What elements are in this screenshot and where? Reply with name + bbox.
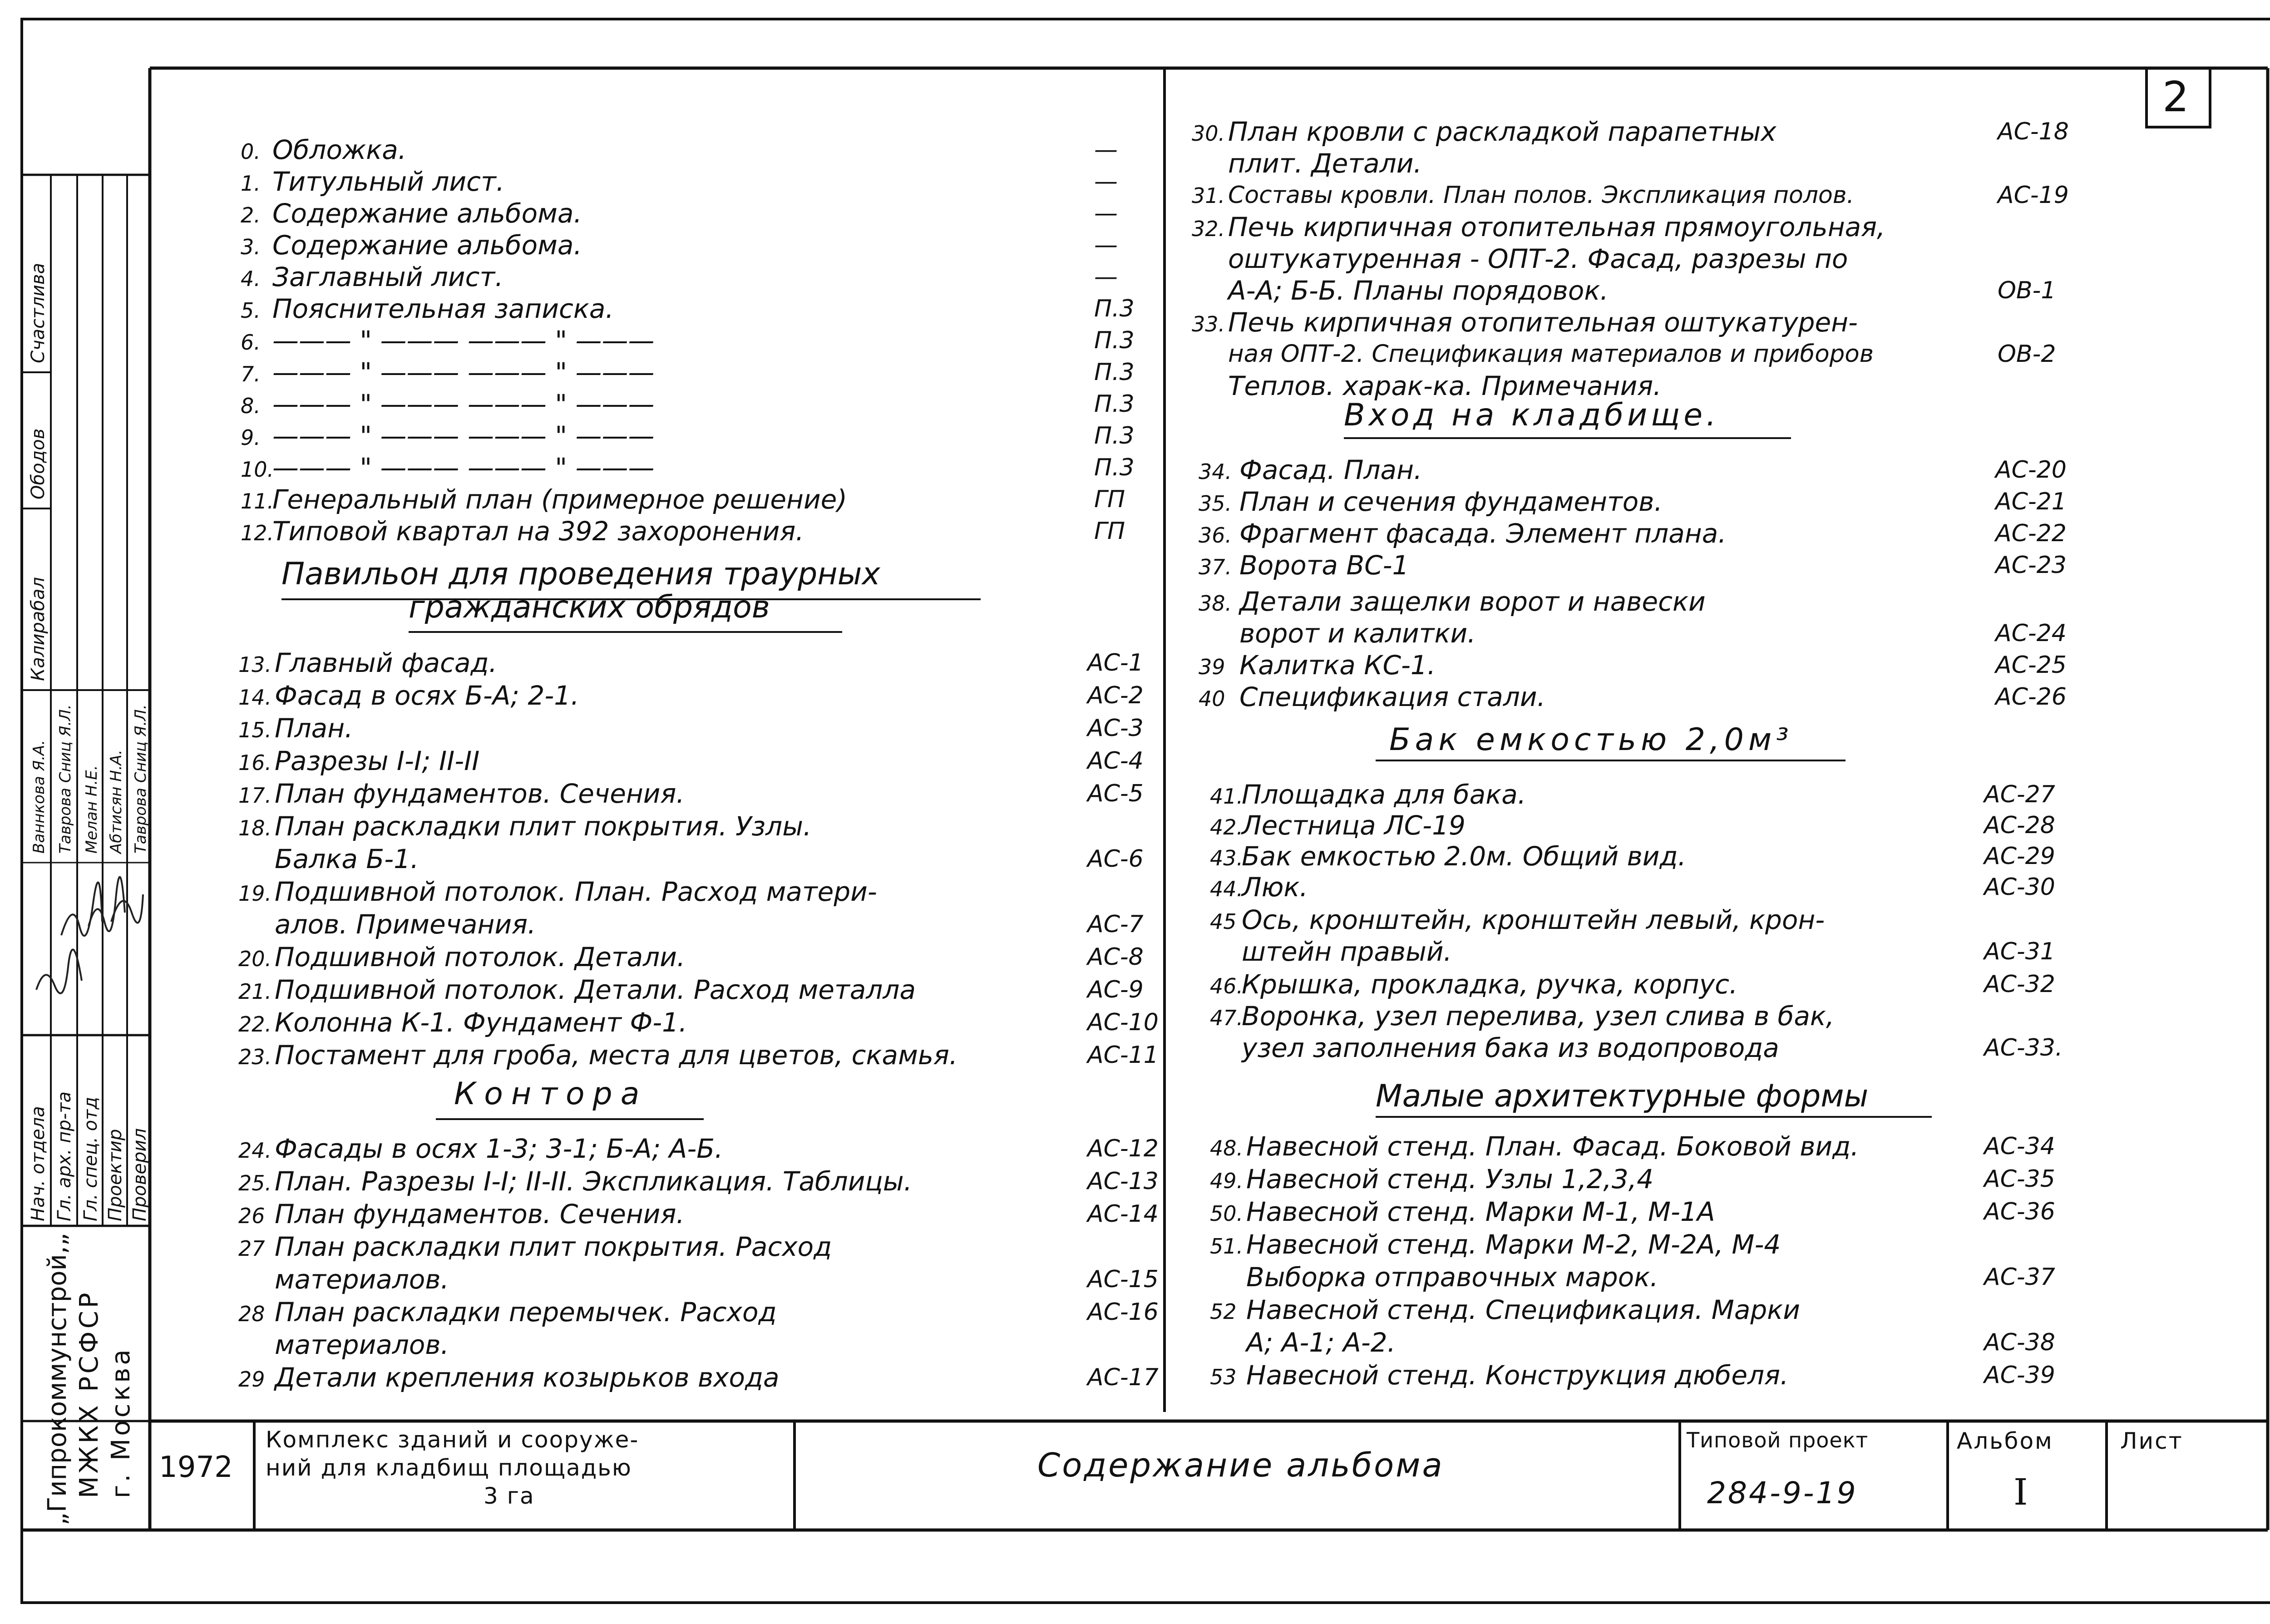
list-item: 27 План раскладки плит покрытия. Расход	[238, 1231, 832, 1262]
stamp-role: Проверил	[129, 1128, 150, 1221]
stamp-name: Таврова Сниц Я.Л.	[132, 704, 150, 854]
album-value: I	[2013, 1471, 2028, 1513]
stamp-name: Таврова Сниц Я.Л.	[56, 704, 74, 854]
section-heading-pavilion: Павильон для проведения траурных	[281, 556, 880, 592]
type-project-value: 284-9-19	[1707, 1476, 1858, 1510]
list-item: Выборка отправочных марок.	[1246, 1262, 1658, 1293]
list-item: 0. Обложка.	[241, 134, 407, 165]
project-description-line: 3 га	[484, 1483, 535, 1509]
stamp-extra: Счастлива	[28, 262, 49, 363]
list-item: 23. Постамент для гроба, места для цветов, скамья.	[238, 1040, 958, 1071]
list-item: 19. Подшивной потолок. План. Расход матери-	[238, 876, 877, 907]
year: 1972	[159, 1451, 233, 1484]
type-project-label: Типовой проект	[1687, 1428, 1869, 1452]
list-item: 33. Печь кирпичная отопительная оштукатурен-	[1192, 307, 1858, 338]
list-item: 44.Люк.	[1210, 872, 1308, 903]
list-item: 51. Навесной стенд. Марки М-2, М-2А, М-4	[1210, 1229, 1781, 1260]
list-item: 11.Генеральный план (примерное решение)	[241, 484, 847, 515]
list-item: 43.Бак емкостью 2.0м. Общий вид.	[1210, 841, 1687, 872]
list-item: 37. Ворота ВС-1	[1199, 550, 1409, 581]
list-item: Теплов. харак-ка. Примечания.	[1228, 370, 1662, 401]
list-item: 34. Фасад. План.	[1199, 454, 1422, 485]
list-item: Балка Б-1.	[275, 844, 419, 874]
list-item: 50. Навесной стенд. Марки М-1, М-1А	[1210, 1196, 1715, 1227]
list-item: 8. ——— " ——— ——— " ———	[241, 389, 655, 420]
stamp-role: Гл. арх. пр-та	[54, 1091, 75, 1221]
sheet-title: Содержание альбома	[1037, 1446, 1444, 1484]
list-item: 15. План.	[238, 713, 353, 744]
stamp-name: Ваннкова Я.А.	[30, 740, 48, 854]
sheet-number: 2	[2162, 73, 2189, 121]
list-item: 42.Лестница ЛС-19	[1210, 810, 1466, 841]
org-line: „Гипрокоммунстрой,„	[43, 1233, 72, 1525]
list-item: 4. Заглавный лист.	[241, 262, 503, 292]
list-item: 26 План фундаментов. Сечения.	[238, 1199, 685, 1229]
list-item: 52 Навесной стенд. Спецификация. Марки	[1210, 1294, 1800, 1325]
list-item: А; А-1; А-2.	[1246, 1327, 1396, 1358]
list-item: 35. План и сечения фундаментов.	[1199, 486, 1663, 517]
sheet-label: Лист	[2120, 1428, 2183, 1454]
album-label: Альбом	[1957, 1428, 2053, 1454]
list-item: 24. Фасады в осях 1-3; 3-1; Б-А; А-Б.	[238, 1133, 723, 1164]
list-item: 20. Подшивной потолок. Детали.	[238, 942, 686, 972]
list-item: 18. План раскладки плит покрытия. Узлы.	[238, 811, 812, 842]
stamp-role: Проектир	[105, 1129, 126, 1221]
stamp-role: Гл. спец. отд	[80, 1096, 101, 1221]
list-item: 45 Ось, кронштейн, кронштейн левый, крон-	[1210, 904, 1825, 935]
list-item: 29 Детали крепления козырьков входа	[238, 1362, 780, 1393]
list-item: 40 Спецификация стали.	[1199, 681, 1546, 712]
list-item: 12.Типовой квартал на 392 захоронения.	[241, 516, 804, 547]
list-item: 17. План фундаментов. Сечения.	[238, 778, 685, 809]
list-item: 21. Подшивной потолок. Детали. Расход металла	[238, 974, 916, 1005]
list-item: 16. Разрезы I-I; II-II	[238, 745, 480, 776]
project-description	[266, 1426, 639, 1510]
list-item: 41.Площадка для бака.	[1210, 779, 1526, 810]
list-item: 49. Навесной стенд. Узлы 1,2,3,4	[1210, 1164, 1654, 1195]
list-item: 38. Детали защелки ворот и навески	[1199, 586, 1706, 617]
stamp-extra: Ободов	[28, 428, 49, 499]
list-item: 25. План. Разрезы I-I; II-II. Экспликация. Таблицы.	[238, 1166, 913, 1197]
section-heading-tank: Бак емкостью 2,0м³	[1389, 722, 1793, 758]
list-item: 22. Колонна К-1. Фундамент Ф-1.	[238, 1007, 687, 1038]
list-item: алов. Примечания.	[275, 909, 536, 940]
list-item: материалов.	[275, 1264, 449, 1295]
list-item: 47.Воронка, узел перелива, узел слива в бак,	[1210, 1001, 1835, 1032]
list-item: 9. ——— " ——— ——— " ———	[241, 420, 655, 451]
list-item: штейн правый.	[1242, 936, 1452, 967]
list-item: 46.Крышка, прокладка, ручка, корпус.	[1210, 969, 1738, 1000]
list-item: 5. Пояснительная записка.	[241, 293, 614, 324]
list-item: 28 План раскладки перемычек. Расход	[238, 1297, 777, 1328]
list-item: узел заполнения бака из водопровода	[1242, 1032, 1779, 1063]
stamp-role: Нач. отдела	[28, 1106, 49, 1221]
list-item: 31. Составы кровли. План полов. Экспликация полов.	[1192, 182, 1855, 209]
section-heading-kontora: Контора	[454, 1076, 648, 1112]
list-item: 14. Фасад в осях Б-А; 2-1.	[238, 680, 579, 711]
list-item: плит. Детали.	[1228, 148, 1422, 179]
stamp-extra: Калирабал	[28, 577, 49, 681]
list-item: ворот и калитки.	[1239, 618, 1476, 649]
list-item: материалов.	[275, 1329, 449, 1360]
list-item: 7. ——— " ——— ——— " ———	[241, 357, 655, 388]
list-item: 13. Главный фасад.	[238, 647, 498, 678]
list-item: 3. Содержание альбома.	[241, 230, 582, 261]
org-line: г. Москва	[106, 1347, 136, 1498]
list-item: 53 Навесной стенд. Конструкция дюбеля.	[1210, 1360, 1789, 1391]
list-item: 39 Калитка КС-1.	[1199, 650, 1436, 681]
list-item: А-А; Б-Б. Планы порядовок.	[1228, 275, 1609, 306]
section-heading-entrance: Вход на кладбище.	[1344, 397, 1720, 433]
list-item: 2. Содержание альбома.	[241, 198, 582, 229]
stamp-name: Абтисян Н.А.	[107, 750, 125, 854]
org-line: МЖКХ РСФСР	[74, 1290, 104, 1498]
project-description-line: ний для кладбищ площадью	[266, 1455, 632, 1481]
list-item: 10.——— " ——— ——— " ———	[241, 452, 655, 483]
stamp-name: Мелан Н.Е.	[83, 765, 101, 854]
list-item: 30. План кровли с раскладкой парапетных	[1192, 116, 1777, 147]
list-item: ная ОПТ-2. Спецификация материалов и приборов	[1228, 340, 1874, 368]
drawing-sheet: 2 0. Обложка. 1. Титульный лист. 2. Содержание альбома. 3. Содержание альбома. 4. Заглавный лист. 5. Пояснительная записка. 6. ——— " ——— ——— " ——— 7. ——— " ——— ——— " ——— 8. ——— " ——— ——— " ——— 9. ——— " ——— ——— " ——— 10.——— " ——— ——— " ——— 11.Генеральный план (примерное решение) 12.Типовой квартал на 392 захоронения. — — — — — П.3 П.3 П.3 П.3 П.3 П.3 ГП ГП Павильон для проведения траурных гражданских обрядов 13. Главный фасад. 14. Фасад в осях Б-А; 2-1. 15. План. 16. Разрезы I-I; II-II 17. План фундаментов. Сечения. 18. План раскладки плит покрытия. Узлы. Балка Б-1. 19. Подшивной потолок. План. Расход матери- алов. Примечания. 20. Подшивной потолок. Детали. 21. Подшивной потолок. Детали. Расход металла 22. Колонна К-1. Фундамент Ф-1. 23. Постамент для гроба, места для цветов, скамья. АС-1 АС-2 АС-3 АС-4 АС-5 АС-6 АС-7 АС-8 АС-9 АС-10 АС-11 Контора 24. Фасады в осях 1-3; 3-1; Б-А; А-Б. 25. План. Разрезы I-I; II-II. Экспликация. Таблицы. 26 План фундаментов. Сечения. 27 План раскладки плит покрытия. Расход материалов. 28 План раскладки перемычек. Расход материалов. 29 Детали крепления козырьков входа АС-12 АС-13 АС-14 АС-15 АС-16 АС-17 30. План кровли с раскладкой парапетных плит. Детали. 31. Составы кровли. План полов. Экспликация полов. 32. Печь кирпичная отопительная прямоугольная, оштукатуренная - ОПТ-2. Фасад, разрезы по А-А; Б-Б. Планы порядовок. 33. Печь кирпичная отопительная оштукатурен- ная ОПТ-2. Спецификация материалов и приборов Теплов. харак-ка. Примечания. АС-18 АС-19 ОВ-1 ОВ-2 Вход на кладбище. 34. Фасад. План. 35. План и сечения фундаментов. 36. Фрагмент фасада. Элемент плана. 37. Ворота ВС-1 38. Детали защелки ворот и навески ворот и калитки. 39 Калитка КС-1. 40 Спецификация стали. АС-20 АС-21 АС-22 АС-23 АС-24 АС-25 АС-26 Бак емкостью 2,0м³ 41.Площадка для бака. 42.Лестница ЛС-19 43.Бак емкостью 2.0м. Общий вид. 44.Люк. 45 Ось, кронштейн, кронштейн левый, крон- штейн правый. 46.Крышка, прокладка, ручка, корпус. 47.Воронка, узел перелива, узел слива в бак, узел заполнения бака из водопровода АС-27 АС-28 АС-29 АС-30 АС-31 АС-32 АС-33. Малые архитектурные формы 48. Навесной стенд. План. Фасад. Боковой вид. 49. Навесной стенд. Узлы 1,2,3,4 50. Навесной стенд. Марки М-1, М-1А 51. Навесной стенд. Марки М-2, М-2А, М-4 Выборка отправочных марок. 52 Навесной стенд. Спецификация. Марки А; А-1; А-2. 53 Навесной стенд. Конструкция дюбеля. АС-34 АС-35 АС-36 АС-37 АС-38 АС-39 Нач. отдела Гл. арх. пр-та Гл. спец. отд Проектир Проверил Ваннкова Я.А. Таврова Сниц Я.Л. Мелан Н.Е. Абтисян Н.А. Таврова Сниц Я.Л. Калирабал Ободов Счастлива „Гипрокоммунстрой,„ МЖКХ РСФСР г. Москва 1972 Комплекс зданий и сооруже- ний для кладбищ площадью 3 га Содержание альбома Типовой проект 284-9-19 Альбом I Лист	[0, 0, 2270, 1624]
section-heading-pavilion-2: гражданских обрядов	[409, 589, 770, 625]
list-item: 36. Фрагмент фасада. Элемент плана.	[1199, 518, 1727, 549]
section-heading-small-forms: Малые архитектурные формы	[1376, 1078, 1869, 1114]
project-description-line: Комплекс зданий и сооруже-	[266, 1427, 639, 1453]
list-item: 1. Титульный лист.	[241, 166, 505, 197]
list-item: 6. ——— " ——— ——— " ———	[241, 325, 655, 356]
list-item: 32. Печь кирпичная отопительная прямоугольная,	[1192, 212, 1885, 242]
list-item: оштукатуренная - ОПТ-2. Фасад, разрезы по	[1228, 243, 1848, 274]
list-item: 48. Навесной стенд. План. Фасад. Боковой вид.	[1210, 1131, 1859, 1162]
